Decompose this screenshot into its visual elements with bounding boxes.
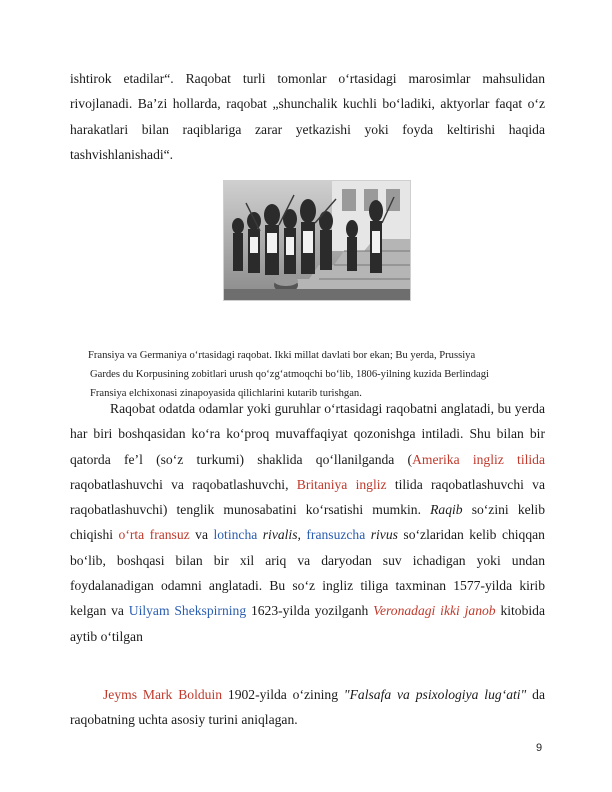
link-orta-fransuz[interactable]: oʻrta fransuz [118, 527, 190, 543]
page-number: 9 [536, 742, 543, 754]
term-raqib: Raqib [430, 502, 463, 518]
figure-caption [88, 346, 544, 404]
paragraph-bolduin [70, 682, 545, 733]
link-britaniya-ingliz[interactable]: Britaniya ingliz [296, 476, 387, 492]
paragraph-raqobat-definition [70, 396, 545, 649]
historical-photo-image [224, 181, 410, 300]
link-lotincha[interactable]: lotincha [213, 527, 258, 543]
text-segment: da raqobatning uchta asosiy turini aniqlagan. [70, 687, 545, 728]
link-jeyms-mark-bolduin[interactable]: Jeyms Mark Bolduin [103, 687, 223, 702]
text-segment: kitobida aytib oʻtilgan [70, 603, 546, 644]
caption-line-2: Gardes du Korpusining zobitlari urush qoʻzgʻatmoqchi boʻlib, 1806-yilning kuzida Berlindagi [90, 369, 489, 381]
text-segment: 1623-yilda yozilganh [246, 603, 374, 619]
text-segment: va [189, 527, 214, 543]
text-segment: soʻzlaridan kelib chiqqan boʻlib, boshqasi bilan bir xil ariq va daryodan suv ichadigan yoki undan foydalanadigan odamni anglatadi. Bu soʻz ingliz tiliga taxminan 1577-yilda kirib kelgan va [70, 527, 545, 619]
caption-line-1: Fransiya va Germaniya oʻrtasidagi raqobat. Ikki millat davlati bor ekan; Bu yerda, Prussiya [88, 350, 476, 361]
link-uilyam-shekspir[interactable]: Uilyam Shekspirning [128, 603, 247, 619]
caption-line-3: Fransiya elchixonasi zinapoyasida qilichlarini kutarib turishgan. [90, 388, 362, 400]
link-fransuzcha[interactable]: fransuzcha [306, 527, 366, 543]
figure-historical-photo [223, 180, 411, 301]
link-amerika-ingliz-tilida[interactable]: Amerika ingliz tilida [412, 451, 545, 467]
link-veronadagi-ikki-janob[interactable]: Veronadagi ikki janob [373, 603, 496, 619]
text-segment: Raqobat odatda odamlar yoki guruhlar oʻrtasidagi raqobatni anglatadi, bu yerda har biri boshqasidan koʻra koʻproq muvaffaqiyat qozonishga intiladi. Shu bilan bir qatorda feʼl (soʻz turkumi) shaklida qoʻllanilganda ( [70, 401, 545, 467]
text-segment: tilida raqobatlashuvchi va raqobatlashuvchi) tenglik munosabatini koʻrsatishi mumkin. [70, 476, 545, 518]
term-rivus: rivus [365, 527, 398, 543]
term-rivalis: rivalis, [257, 527, 301, 543]
book-title: "Falsafa va psixologiya lugʻati" [343, 687, 527, 702]
text-segment: 1902-yilda oʻzining [222, 687, 344, 702]
paragraph-intro: ishtirok etadilar“. Raqobat turli tomonlar oʻrtasidagi marosimlar mahsulidan rivojlanadi. Baʼzi hollarda, raqobat „shunchalik kuchli boʻladiki, aktyorlar faqat oʻz harakatlari bilan raqiblariga zarar yetkazishi yoki foyda keltirishi haqida tashvishlanishadi“. [70, 71, 545, 162]
text-segment: soʻzini kelib chiqishi [70, 502, 545, 543]
text-segment: raqobatlashuvchi va raqobatlashuvchi, [70, 476, 297, 492]
